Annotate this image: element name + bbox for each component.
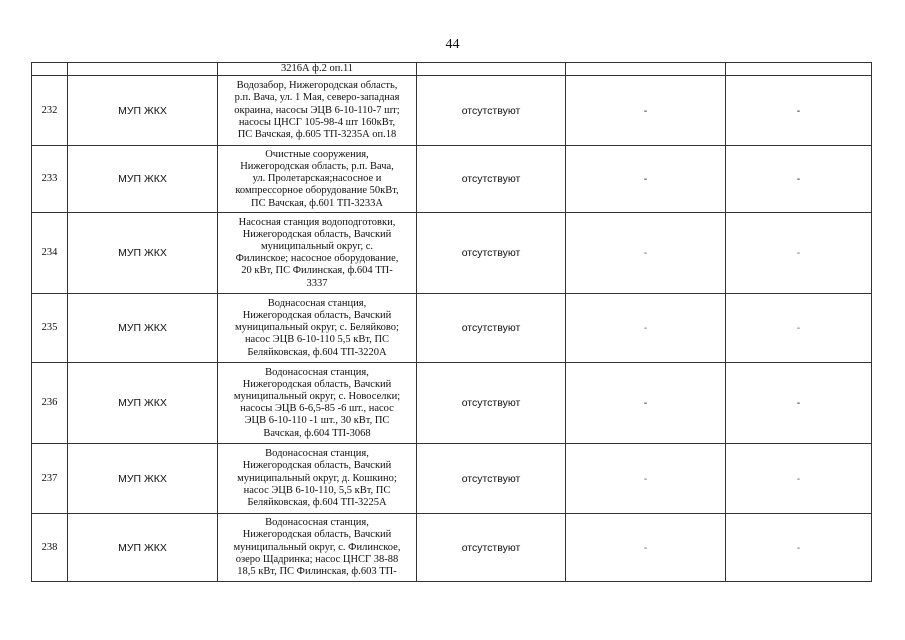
cell-col5: - (566, 363, 726, 444)
cell-col5: - (566, 146, 726, 213)
description-line: Филинское; насосное оборудование, (235, 253, 399, 265)
cell-col5 (566, 63, 726, 76)
table-row-continued (32, 63, 872, 76)
cell-num (32, 63, 68, 76)
page-number: 44 (445, 37, 460, 52)
cell-status: отсутствуют (417, 363, 566, 444)
cell-description (218, 294, 417, 363)
description-line: муниципальный округ, с. (260, 241, 374, 252)
cell-status: отсутствуют (417, 76, 566, 146)
description-line: Водонасосная станция, (265, 366, 369, 378)
description-line: 20 кВт, ПС Филинская, ф.604 ТП- (241, 265, 393, 277)
description-line: Очистные сооружения, (265, 148, 369, 160)
cell-num: 236 (32, 363, 68, 444)
cell-col6: - (726, 363, 872, 444)
description-line: Беляйковская, ф.604 ТП-3220А (247, 346, 387, 358)
cell-col5: - (566, 294, 726, 363)
description-line: р.п. Вача, ул. 1 Мая, северо-западная (234, 92, 400, 104)
cell-col5: - (566, 213, 726, 294)
description-line: Вачская, ф.604 ТП-3068 (263, 427, 371, 439)
cell-col5: - (566, 514, 726, 582)
description-line: насос ЭЦВ 6-10-110 5,5 кВт, ПС (244, 334, 390, 346)
description-line: компрессорное оборудование 50кВт, (235, 185, 399, 197)
table-row (32, 363, 872, 444)
cell-col6: - (726, 444, 872, 514)
cell-col5: - (566, 444, 726, 514)
table-row (32, 76, 872, 146)
cell-org: МУП ЖКХ (68, 213, 218, 294)
description-line: муниципальный округ, с. Филинское, (233, 541, 401, 553)
description-line: ПС Вачская, ф.605 ТП-3235А оп.18 (237, 129, 397, 140)
cell-description (218, 63, 417, 76)
description-line: Нижегородская область, Вачский (242, 228, 392, 240)
cell-description (218, 363, 417, 444)
description-line: насосы ЭЦВ 6-6,5-85 -6 шт., насос (240, 403, 394, 415)
description-line: Нижегородская область, р.п. Вача, (240, 160, 394, 172)
cell-status: отсутствуют (417, 146, 566, 213)
cell-col5: - (566, 76, 726, 146)
cell-status: отсутствуют (417, 444, 566, 514)
description-line: окраина, насосы ЭЦВ 6-10-110-7 шт; (234, 104, 400, 116)
description-line: ЭЦВ 6-10-110 -1 шт., 30 кВт, ПС (244, 415, 390, 427)
cell-org: МУП ЖКХ (68, 363, 218, 444)
description-line: озеро Щадринка; насос ЦНСГ 38-88 (235, 553, 399, 565)
cell-col6: - (726, 294, 872, 363)
cell-num: 232 (32, 76, 68, 146)
cell-num: 234 (32, 213, 68, 294)
cell-col6: - (726, 76, 872, 146)
cell-description (218, 76, 417, 146)
cell-num: 238 (32, 514, 68, 582)
cell-col6 (726, 63, 872, 76)
description-line: муниципальный округ, д. Кошкино; (237, 472, 397, 484)
description-line: 18,5 кВт, ПС Филинская, ф.603 ТП- (237, 566, 397, 577)
description-line: ул. Пролетарская;насосное и (252, 173, 382, 185)
cell-description (218, 146, 417, 213)
cell-num: 233 (32, 146, 68, 213)
description-line: Беляйковская, ф.604 ТП-3225А (247, 497, 387, 508)
table-row (32, 213, 872, 294)
cell-org: МУП ЖКХ (68, 514, 218, 582)
cell-status: отсутствуют (417, 213, 566, 294)
description-line: Нижегородская область, Вачский (242, 309, 392, 321)
cell-org: МУП ЖКХ (68, 146, 218, 213)
cell-description (218, 444, 417, 514)
cell-col6: - (726, 213, 872, 294)
description-line: насосы ЦНСГ 105-98-4 шт 160кВт, (238, 116, 396, 128)
description-line: Водонасосная станция, (265, 517, 369, 529)
cell-description (218, 514, 417, 582)
cell-description (218, 213, 417, 294)
cell-num: 235 (32, 294, 68, 363)
cell-col6: - (726, 514, 872, 582)
description-line: Насосная станция водоподготовки, (238, 216, 396, 228)
table-row (32, 146, 872, 213)
cell-col6: - (726, 146, 872, 213)
description-line: Воднасосная станция, (267, 297, 367, 309)
cell-status (417, 63, 566, 76)
description-line: муниципальный округ, с. Беляйково; (235, 322, 399, 334)
description-line: Нижегородская область, Вачский (242, 529, 392, 541)
cell-org: МУП ЖКХ (68, 444, 218, 514)
cell-org: МУП ЖКХ (68, 294, 218, 363)
description-line: Водозабор, Нижегородская область, (236, 80, 398, 92)
description-line: Нижегородская область, Вачский (242, 460, 392, 472)
table-row (32, 514, 872, 582)
table-row (32, 444, 872, 514)
cell-org: МУП ЖКХ (68, 76, 218, 146)
cell-org (68, 63, 218, 76)
description-line: насос ЭЦВ 6-10-110, 5,5 кВт, ПС (243, 484, 391, 496)
cell-num: 237 (32, 444, 68, 514)
description-line: Водонасосная станция, (265, 448, 369, 460)
table-row (32, 294, 872, 363)
description-line: ПС Вачская, ф.601 ТП-3233А (251, 197, 383, 209)
description-line: Нижегородская область, Вачский (242, 378, 392, 390)
description-line: муниципальный округ, с. Новоселки; (233, 391, 401, 402)
facilities-table (31, 62, 872, 582)
cell-status: отсутствуют (417, 294, 566, 363)
description-line: 3337 (306, 277, 328, 289)
cell-status: отсутствуют (417, 514, 566, 582)
description-line: 3216А ф.2 оп.11 (280, 63, 354, 74)
